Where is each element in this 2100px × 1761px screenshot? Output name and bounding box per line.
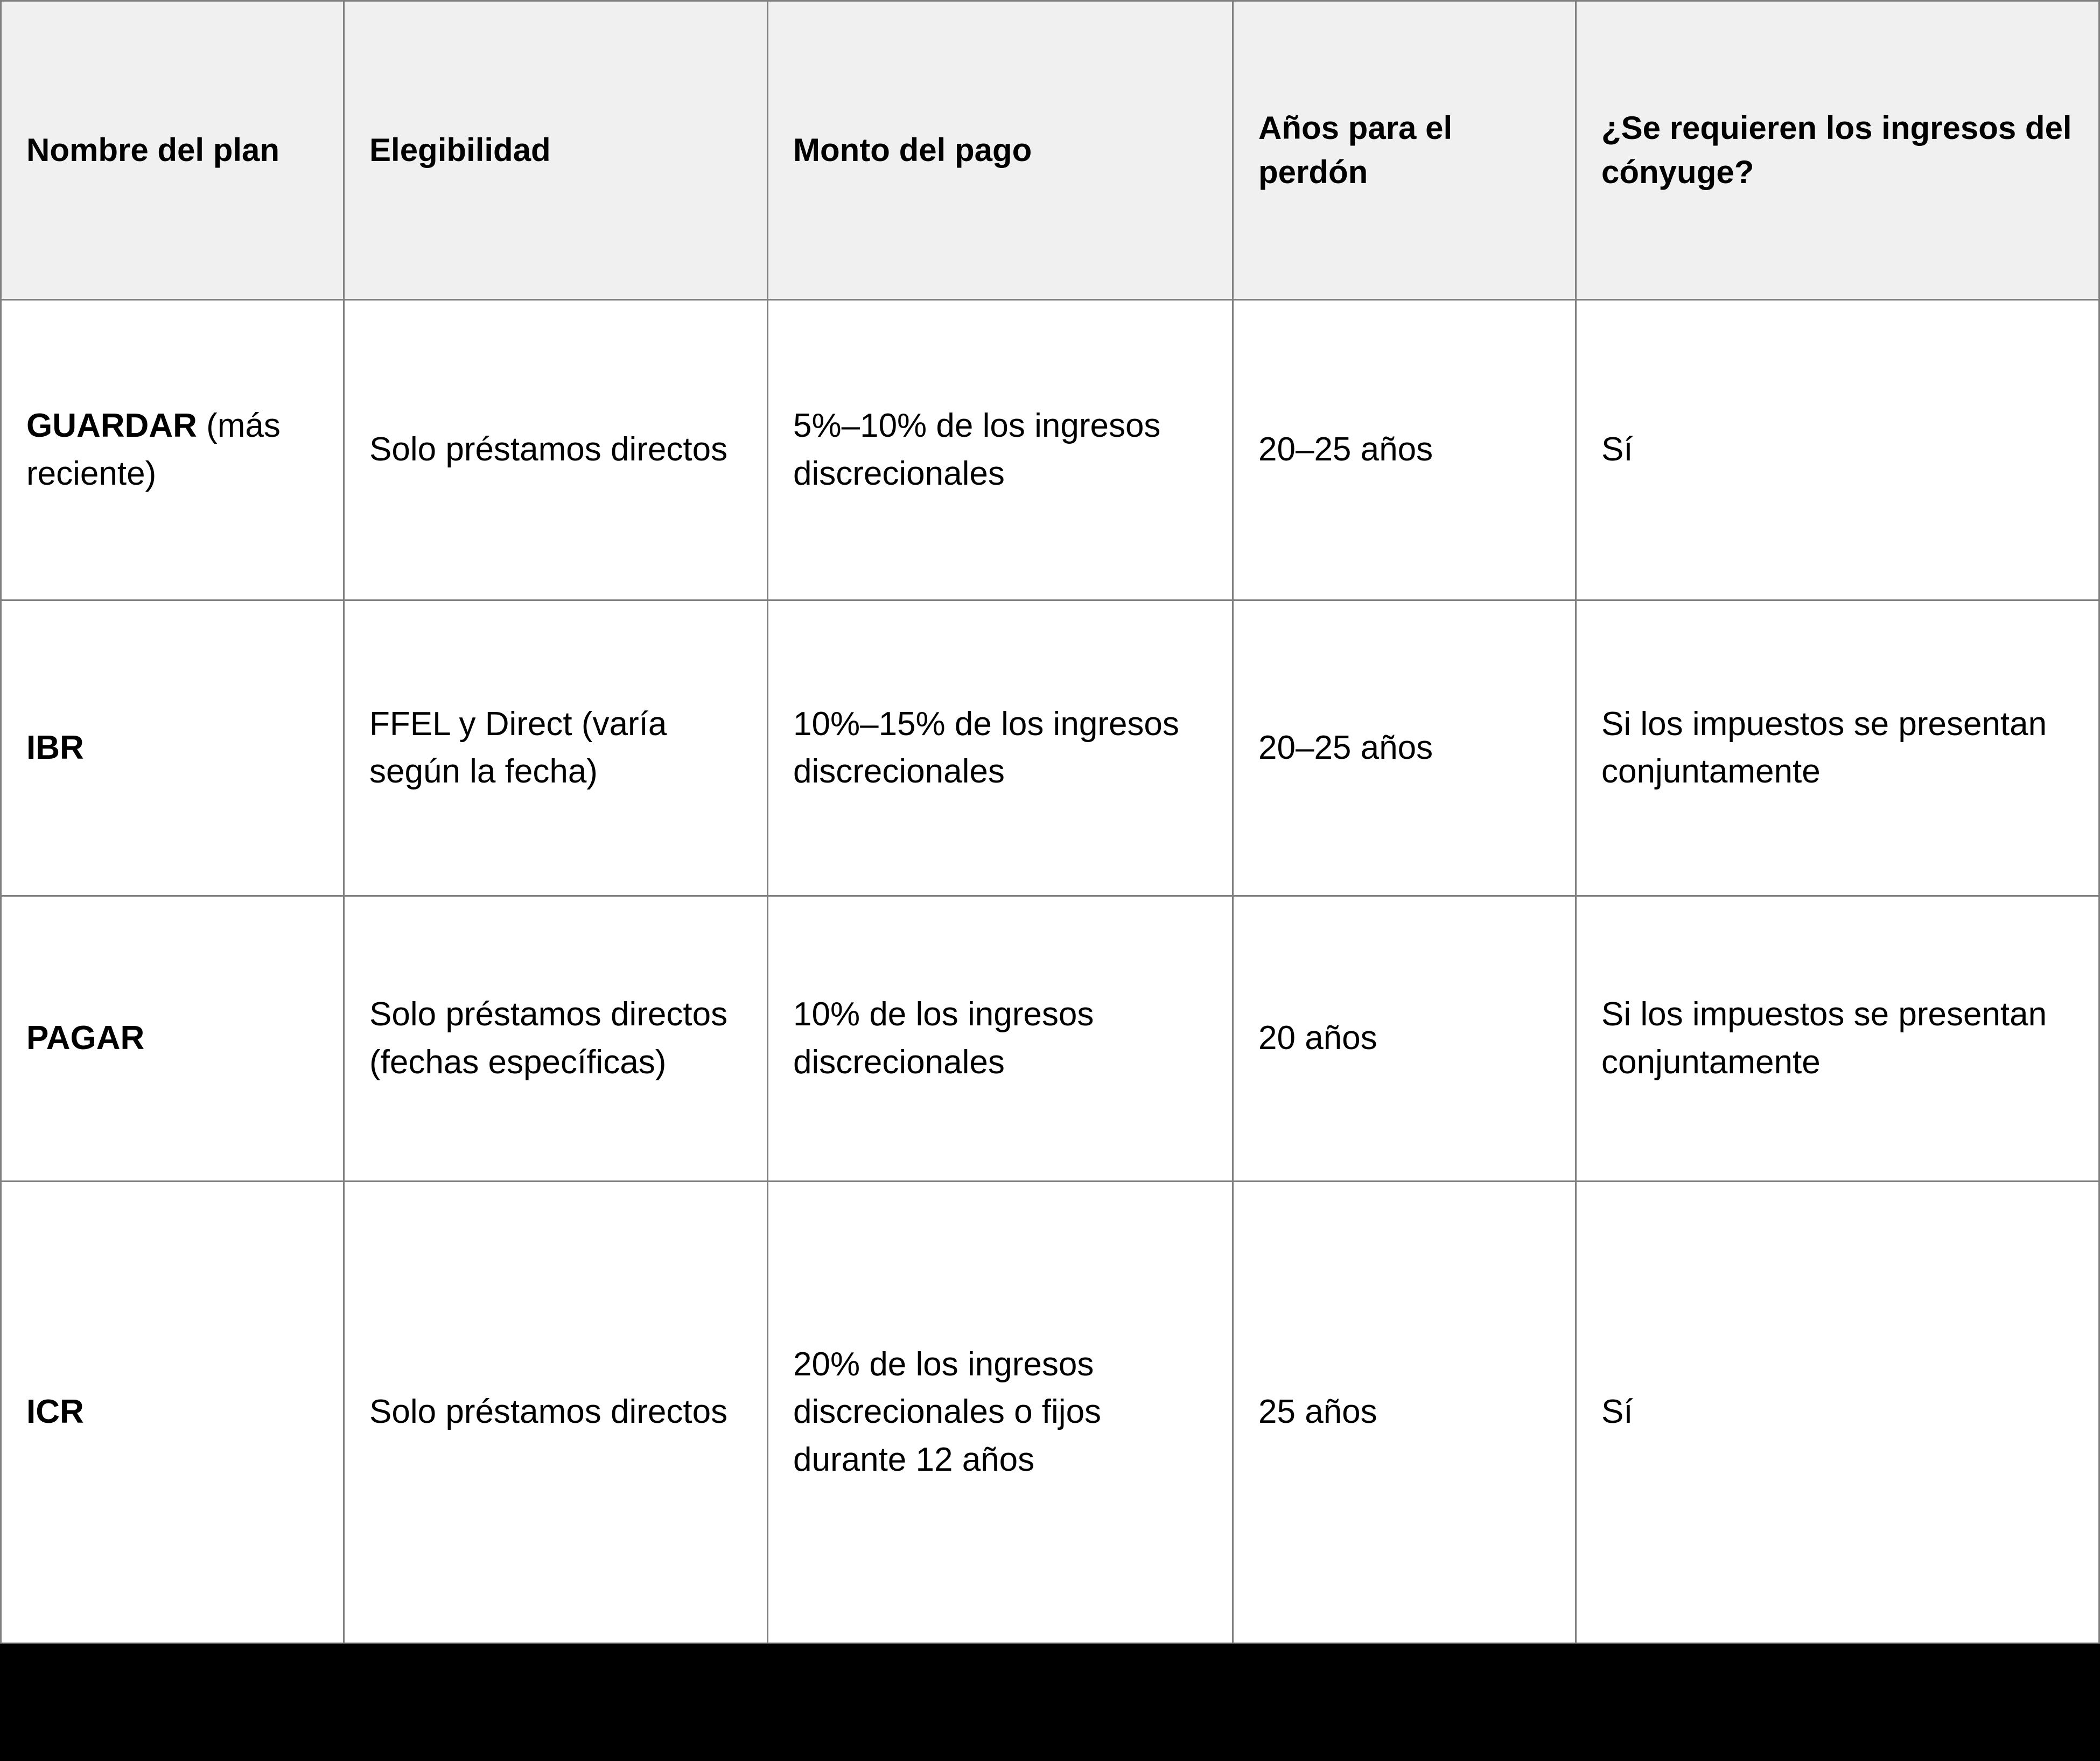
cell-payment-amount: 10%–15% de los ingresos discrecionales xyxy=(768,600,1233,896)
table-header-row xyxy=(1,1,2099,300)
table-row xyxy=(1,896,2099,1182)
table-row xyxy=(1,300,2099,600)
column-header-plan-name: Nombre del plan xyxy=(1,1,344,300)
plan-name-text xyxy=(26,724,318,772)
bottom-black-band xyxy=(0,1644,2100,1761)
cell-payment-amount: 10% de los ingresos discrecionales xyxy=(768,896,1233,1182)
cell-eligibility: Solo préstamos directos xyxy=(344,1182,768,1644)
plan-name-primary: GUARDAR xyxy=(26,407,197,445)
table-row xyxy=(1,600,2099,896)
cell-plan-name xyxy=(1,600,344,896)
cell-spouse-income: Si los impuestos se presentan conjuntamente xyxy=(1576,600,2099,896)
plan-name-primary: IBR xyxy=(26,729,84,766)
cell-forgiveness-years: 25 años xyxy=(1233,1182,1576,1644)
table-header xyxy=(1,1,2099,300)
plan-name-text xyxy=(26,1015,318,1062)
cell-plan-name xyxy=(1,896,344,1182)
plan-name-qualifier: (más reciente) xyxy=(26,407,281,492)
cell-eligibility: Solo préstamos directos (fechas específicas) xyxy=(344,896,768,1182)
cell-plan-name xyxy=(1,1182,344,1644)
cell-payment-amount: 20% de los ingresos discrecionales o fijos durante 12 años xyxy=(768,1182,1233,1644)
cell-forgiveness-years: 20 años xyxy=(1233,896,1576,1182)
cell-plan-name xyxy=(1,300,344,600)
cell-eligibility: FFEL y Direct (varía según la fecha) xyxy=(344,600,768,896)
cell-spouse-income: Sí xyxy=(1576,1182,2099,1644)
cell-payment-amount: 5%–10% de los ingresos discrecionales xyxy=(768,300,1233,600)
cell-forgiveness-years: 20–25 años xyxy=(1233,300,1576,600)
column-header-spouse-income: ¿Se requieren los ingresos del cónyuge? xyxy=(1576,1,2099,300)
column-header-payment-amount: Monto del pago xyxy=(768,1,1233,300)
cell-eligibility: Solo préstamos directos xyxy=(344,300,768,600)
table-body xyxy=(1,300,2099,1644)
cell-spouse-income: Sí xyxy=(1576,300,2099,600)
plan-name-primary: ICR xyxy=(26,1393,84,1431)
column-header-forgiveness-years: Años para el perdón xyxy=(1233,1,1576,300)
table-row xyxy=(1,1182,2099,1644)
plan-name-text xyxy=(26,1388,318,1436)
cell-forgiveness-years: 20–25 años xyxy=(1233,600,1576,896)
cell-spouse-income: Si los impuestos se presentan conjuntamente xyxy=(1576,896,2099,1182)
plan-name-text xyxy=(26,402,318,497)
column-header-eligibility: Elegibilidad xyxy=(344,1,768,300)
plan-name-primary: PAGAR xyxy=(26,1019,145,1057)
